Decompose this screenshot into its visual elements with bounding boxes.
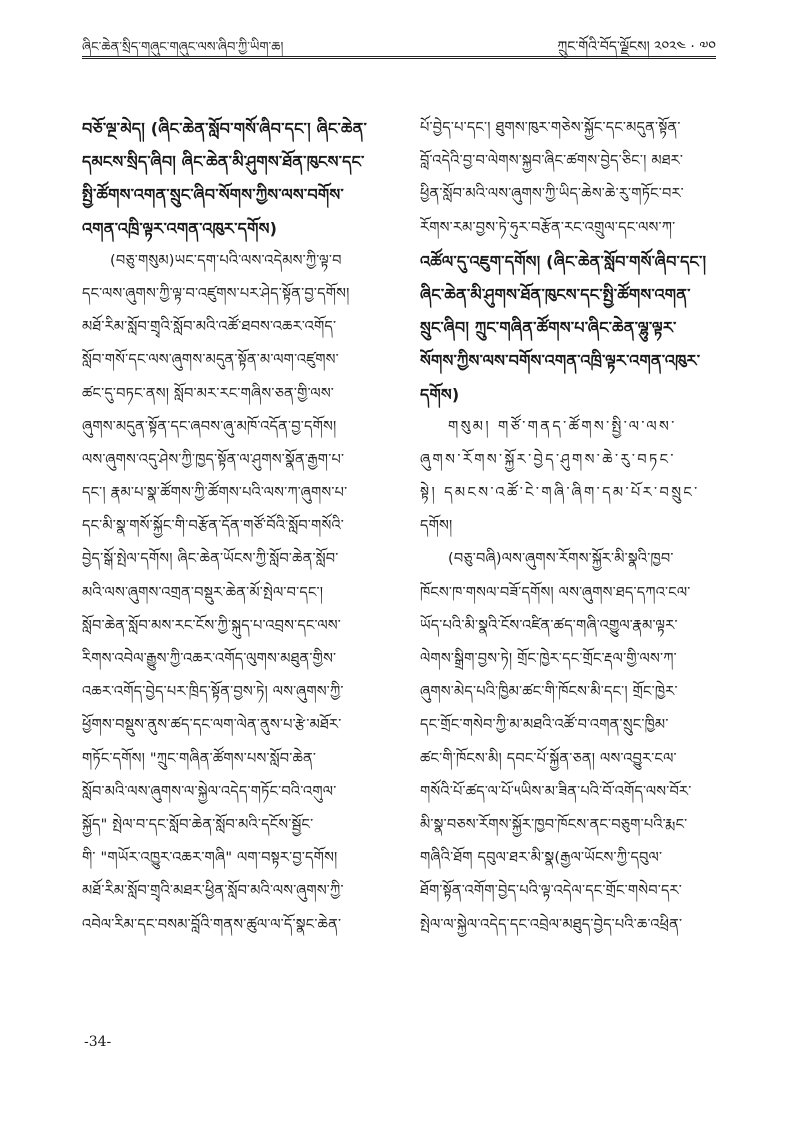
text-line: དང་གྲོང་གསེབ་ཀྱི་མ་མཐའི་འཚོ་བ་འགན་སྲུང་ཁྱིམ་ bbox=[420, 717, 669, 734]
text-line: ཡོད་པའི་མི་སྣའི་ངོས་འཛིན་ཚད་གཞི་འགྱུལ་རྣམ་ལྟར་ bbox=[420, 617, 678, 634]
text-line: ཚང་དུ་བཏང་ནས། སློབ་མར་རང་གཞིས་ཅན་གྱི་ལས་ bbox=[82, 385, 335, 402]
text-line: རོགས་རམ་བྱས་ཏེ་ཧུར་བརྩོན་རང་འགྲུལ་དང་ལས་ཀ་ bbox=[420, 219, 676, 236]
text-line: མའི་ལས་ཞུགས་འགྲན་བསྡུར་ཆེན་མོ་སྤེལ་བ་དང་། bbox=[82, 584, 324, 601]
text-line: འབེལ་རིམ་དང་བསམ་བློའི་གནས་ཚུལ་ལ་དོ་སྣང་ཆེན་ bbox=[82, 916, 342, 933]
text-line: དང་། རྣམ་པ་སྣ་ཚོགས་ཀྱི་ཚོགས་པའི་ལས་ཀ་ཞུགས་པ་ bbox=[82, 485, 348, 502]
text-line: སྐྱོད" སྤེལ་བ་དང་སློབ་ཆེན་སློབ་མའི་དངོས་སྦྱོང་ bbox=[82, 816, 314, 833]
text-line: དགོས། bbox=[420, 518, 453, 535]
right-column bbox=[420, 112, 720, 992]
text-line: སློབ་གསོ་དང་ལས་ཞུགས་མདུན་སྟོན་མ་ལག་འཛུགས་ bbox=[82, 352, 339, 369]
text-line: ཞུགས་མེད་པའི་ཁྱིམ་ཚང་གི་ཁོངས་མི་དང་། གྲོང་ཁྱེར་ bbox=[420, 684, 678, 701]
left-column bbox=[82, 112, 382, 1012]
text-line: ཕྱིན་སློབ་མའི་ལས་ཞུགས་ཀྱི་ཡིད་ཆེས་ཆེ་རུ་གཏོང་བར་ bbox=[420, 186, 684, 203]
text-line: གཏོང་དགོས། "ཀྲུང་གཞིན་ཚོགས་པས་སློབ་ཆེན་ bbox=[82, 750, 317, 767]
text-line: ཁོངས་ཁ་གསལ་བཟོ་དགོས། ལས་ཞུགས་ཐད་དཀའ་ངལ་ bbox=[420, 584, 691, 601]
text-line: སྤྱི་ཚོགས་འགན་སྲུང་ཞིབ་སོགས་ཀྱིས་ལས་བགོས་ bbox=[82, 185, 344, 205]
text-line: བཅོ་ལྔ་མེད། (ཞིང་ཆེན་སློབ་གསོ་ཞིབ་དང་། ཞིང་ཆེན་ bbox=[82, 119, 368, 138]
text-line: མི་སྣ་བཅས་རོགས་སྐྱོར་ཁྱབ་ཁོངས་ནང་བཅུག་པའི་རྨང་ bbox=[420, 816, 688, 833]
text-line: ཞིང་ཆེན་མི་ཤུགས་ཐོན་ཁུངས་དང་སྤྱི་ཚོགས་འགན་ bbox=[420, 284, 691, 304]
text-line: འཆར་འགོད་བྱེད་པར་ཁྲིད་སྟོན་བྱས་ཏེ། ལས་ཞུགས་ཀྱི་ bbox=[82, 684, 344, 701]
text-line: (བཅུ་གསུམ)ཡང་དག་པའི་ལས་འདེམས་ཀྱི་ལྟ་བ bbox=[110, 252, 342, 269]
text-line: སློབ་མའི་ལས་ཞུགས་ལ་སྐྱེལ་འདེད་གཏོང་བའི་འགུལ་ bbox=[82, 783, 337, 800]
text-line: ཐོག་སྟོན་འགོག་བྱེད་པའི་ལྟ་འདེལ་དང་གྲོང་གསེབ་དར་ bbox=[420, 883, 683, 900]
header-rule bbox=[82, 56, 716, 59]
text-line: སྤེལ་ལ་སྐྱེལ་འདེད་དང་འབྲེལ་མཐུད་བྱེད་པའི་ཆ་འཕྲིན་ bbox=[420, 916, 683, 933]
text-line: (བཅུ་བཞི)ལས་ཞུགས་རོགས་སྐྱོར་མི་སྣའི་ཁྱབ་ bbox=[448, 551, 674, 568]
text-line: ཕྱོགས་བསྡུས་ནུས་ཚད་དང་ལག་ལེན་ནུས་པ་རྩེ་མཐོར་ bbox=[82, 717, 342, 734]
text-line: འགན་འཁྲི་ལྟར་འགན་འཁུར་དགོས) bbox=[82, 218, 278, 238]
text-line: བྱེད་སྒོ་སྤེལ་དགོས། ཞིང་ཆེན་ཡོངས་ཀྱི་སློབ་ཆེན་སློབ་ bbox=[82, 551, 339, 568]
running-title: ཞིང་ཆེན་སྲིད་གཞུང་གཞུང་ལས་ཞིབ་ཀྱི་ཡིག་ཆ། bbox=[82, 40, 284, 55]
text-line: གཞིའི་ཐོག དབུལ་ཐར་མི་སྣ(རྒྱལ་ཡོངས་ཀྱི་དབུལ་ bbox=[420, 850, 663, 867]
page-number: -34- bbox=[84, 1034, 112, 1050]
text-line: ལས་ཞུགས་འདུ་ཤེས་ཀྱི་ཁྱད་སྟོན་ལ་ཤུགས་སྣོན་རྒྱག་པ་ bbox=[82, 451, 345, 468]
text-line: མཐོ་རིམ་སློབ་གྲྭའི་མཐར་ཕྱིན་སློབ་མའི་ལས་ཞུགས་ཀྱི་ bbox=[82, 883, 344, 900]
text-line: བློ་འདེའི་བྱ་བ་ལེགས་སྐྱབ་ཞིང་ཚགས་བྱེད་ཅིང་། མཐར་ bbox=[420, 153, 684, 170]
text-line: པོ་བྱེད་པ་དང་། ཐུགས་ཁུར་གཅེས་སྐྱོང་དང་མདུན་སྟོན་ bbox=[420, 120, 681, 136]
text-line: སློབ་ཆེན་སློབ་མས་རང་ངོས་ཀྱི་སྐུད་པ་འབྲས་དང་ལས་ bbox=[82, 617, 342, 634]
text-line: ཞུགས་མདུན་སྟོན་དང་ཞབས་ཞུ་མཁོ་འདོན་བྱ་དགོས། bbox=[82, 418, 337, 435]
text-line: གི་ "གཡོར་འཁྱུར་འཆར་གཞི" ལག་བསྟར་བྱ་དགོས། bbox=[82, 850, 338, 867]
text-line: ཚང་གི་ཁོངས་མི། དབང་པོ་སྐྱོན་ཅན། ལས་འབྱུར་ངལ་ bbox=[420, 750, 677, 767]
text-line: སོགས་ཀྱིས་ལས་བགོས་འགན་འཁྲི་ལྟར་འགན་འཁུར་ bbox=[420, 351, 701, 371]
running-header bbox=[82, 18, 716, 58]
text-line: གསོའི་པོ་ཚད་ལ་པོ་༥ཡིས་མ་ཟིན་པའི་བོ་འགོད་ལས་བོར་ bbox=[420, 783, 692, 800]
text-line: དགོས) bbox=[420, 384, 460, 404]
journal-issue: ཀྲུང་གོའི་བོད་ལྗོངས། ༢༠༢༤ · ༧༠ bbox=[557, 39, 716, 55]
text-line: ལེགས་སྒྲིག་བྱས་ཏེ། གྲོང་ཁྱེར་དང་གྲོང་རྡལ་གྱི་ལས་ཀ་ bbox=[420, 651, 677, 667]
text-line: རིགས་འབེལ་རྒྱུས་ཀྱི་འཆར་འགོད་ལུགས་མཐུན་གྱིས་ bbox=[82, 651, 337, 667]
text-line: ཞུགས་རོགས་སྐྱོར་བྱེད་ཤུགས་ཆེ་རུ་བཏང་ bbox=[420, 451, 676, 468]
text-line: འཚོལ་དུ་འཇུག་དགོས། (ཞིང་ཆེན་སློབ་གསོ་ཞིབ་དང་། bbox=[420, 251, 707, 271]
text-line: སྲུང་ཞིབ། ཀྲུང་གཞིན་ཚོགས་པ་ཞིང་ཆེན་ལྷུ་ལྟར་ bbox=[420, 318, 677, 338]
text-line: གསུམ། གཙོ་གནད་ཚོགས་སྤྱི་ལ་ལས་ bbox=[448, 418, 677, 435]
text-line: མཐོ་རིམ་སློབ་གྲྭའི་སློབ་མའི་འཚོ་ཐབས་འཆར་འགོད་ bbox=[82, 319, 337, 336]
text-line: དང་མི་སྣ་གསོ་སྐྱོང་གི་བརྩོན་དོན་གཙོ་བོའི་སློབ་གསོའི་ bbox=[82, 518, 345, 535]
text-line: དང་ལས་ཞུགས་ཀྱི་ལྟ་བ་འཛུགས་པར་ཤེད་སྟོན་བྱ་དགོས། bbox=[82, 285, 350, 302]
text-line: སྟེ། དམངས་འཚོ་ངེ་གཞི་ཞིག་དམ་པོར་བསྲུང་ bbox=[420, 485, 700, 502]
text-line: དམངས་སྲིད་ཞིབ། ཞིང་ཆེན་མི་ཤུགས་ཐོན་ཁུངས་དང་ bbox=[82, 152, 365, 172]
